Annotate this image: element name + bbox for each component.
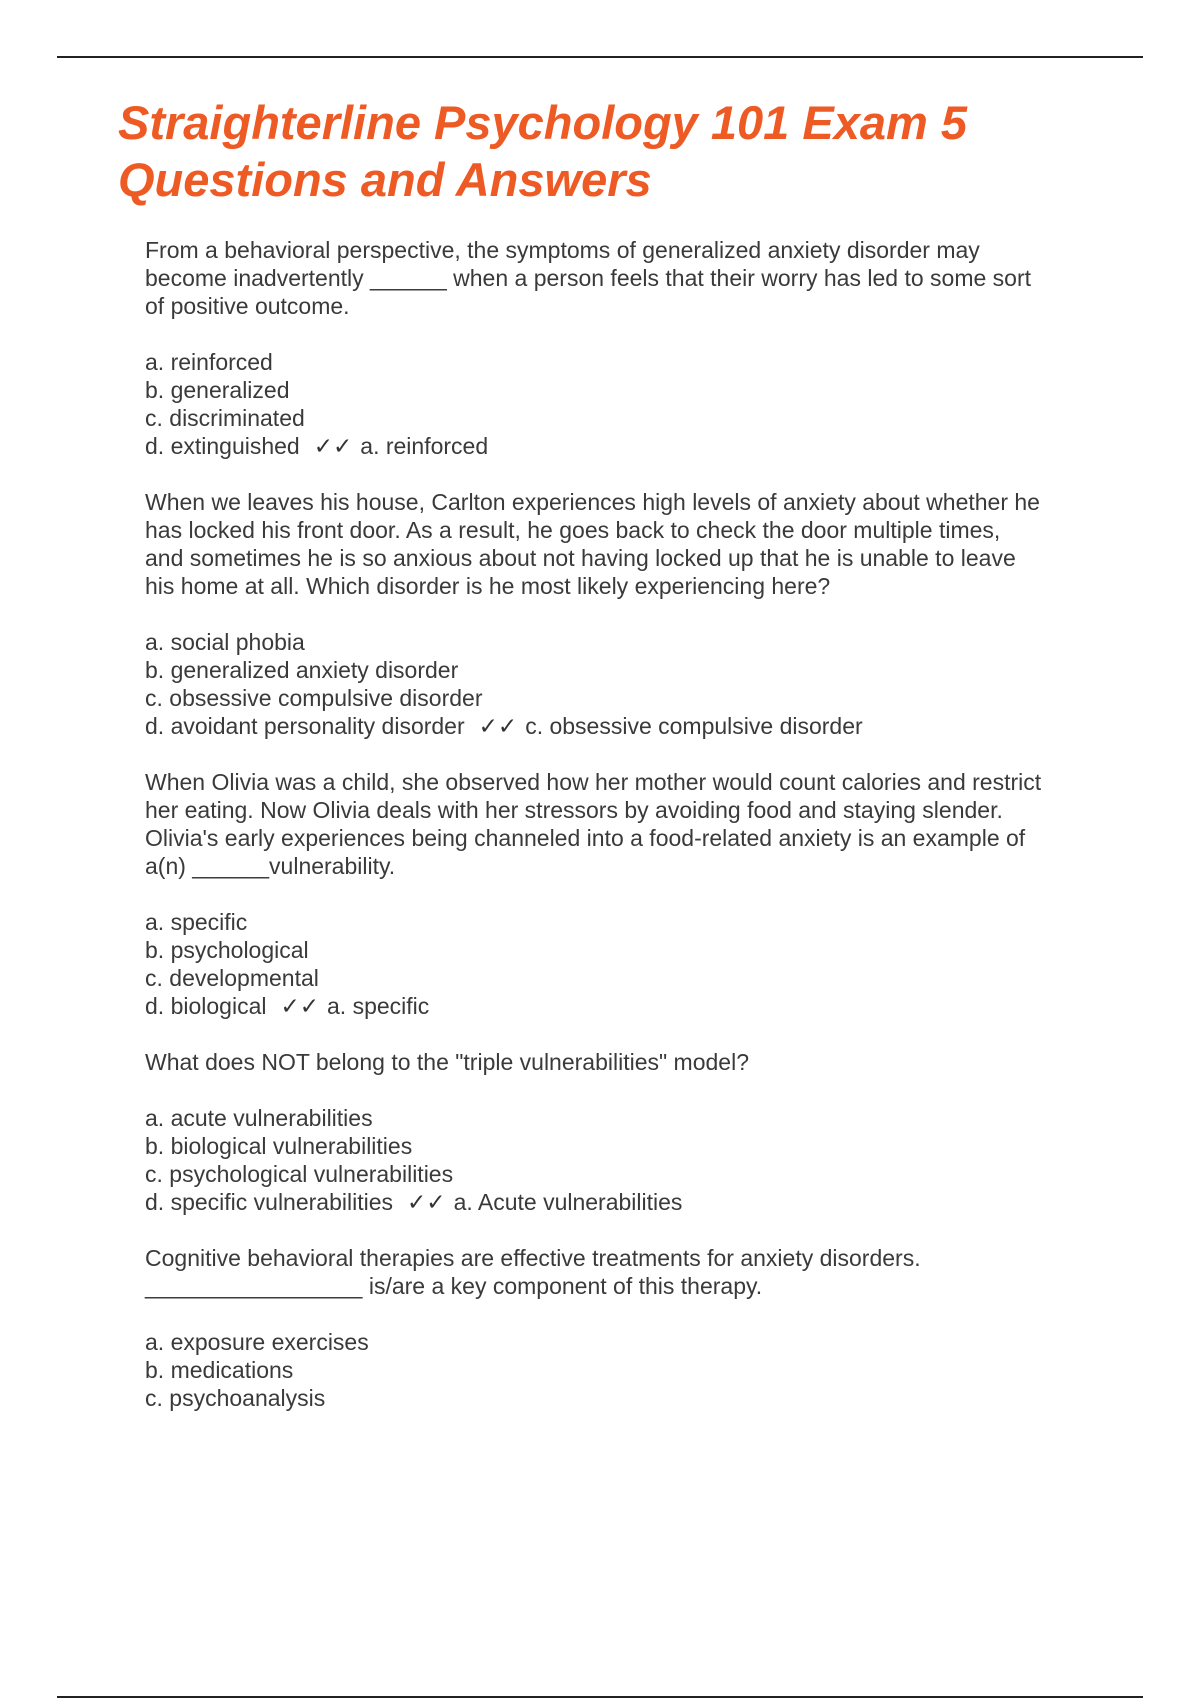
question-text: What does NOT belong to the "triple vulnerabilities" model? [145,1049,749,1075]
options-list [145,908,1105,1020]
answer-text: c. obsessive compulsive disorder [525,713,863,739]
options-list [145,348,1105,460]
option-item: d. avoidant personality disorder [145,713,465,739]
options-list [145,628,1105,740]
answer-text: a. Acute vulnerabilities [453,1189,683,1215]
answer-text: a. reinforced [360,433,489,459]
option-item: c. psychological vulnerabilities [145,1161,454,1187]
option-with-answer [145,432,1105,460]
option-item: a. reinforced [145,349,273,375]
options-list [145,1104,1105,1216]
option-with-answer [145,992,1105,1020]
option-item: d. biological [145,993,267,1019]
question-text: From a behavioral perspective, the symptoms of generalized anxiety disorder may become inadvertently ______ when a person feels that their worry has led to some sort of positive outcome. [145,237,1031,319]
question-block [145,1244,1105,1412]
option-item: c. obsessive compulsive disorder [145,685,483,711]
question-text: When Olivia was a child, she observed how her mother would count calories and restrict her eating. Now Olivia deals with her stressors by avoiding food and staying slender. Olivia's early experiences being channeled into a food-related anxiety is an example of a(n) ______vulnerability. [145,769,1042,879]
question-block [145,488,1105,740]
question-block [145,768,1105,1020]
question-block [145,236,1105,460]
check-icon: ✓✓ [407,1189,446,1215]
option-item: d. specific vulnerabilities [145,1189,394,1215]
question-text: When we leaves his house, Carlton experiences high levels of anxiety about whether he has locked his front door. As a result, he goes back to check the door multiple times, and sometimes he is so anxious about not having locked up that he is unable to leave his home at all. Which disorder is he most likely experiencing here? [145,489,1040,599]
page-title: Straighterline Psychology 101 Exam 5 Questions and Answers [118,96,967,206]
option-with-answer [145,1188,1105,1216]
option-item: c. developmental [145,965,319,991]
option-item: a. social phobia [145,629,305,655]
question-block [145,1048,1105,1216]
option-with-answer [145,712,1105,740]
question-text: Cognitive behavioral therapies are effective treatments for anxiety disorders. _________________ is/are a key component of this therapy. [145,1245,921,1299]
check-icon: ✓✓ [280,993,320,1019]
questions-container [145,236,1105,1440]
check-icon: ✓✓ [478,713,518,739]
answer-text: a. specific [327,993,430,1019]
option-item: b. biological vulnerabilities [145,1133,413,1159]
footer-rule [57,1696,1143,1698]
option-item: b. psychological [145,937,309,963]
option-item: b. generalized [145,377,290,403]
option-item: b. medications [145,1357,294,1383]
option-item: c. psychoanalysis [145,1385,326,1411]
option-item: a. specific [145,909,248,935]
option-item: b. generalized anxiety disorder [145,657,459,683]
check-icon: ✓✓ [313,433,353,459]
options-list [145,1328,1105,1412]
header-rule [57,56,1143,58]
option-item: c. discriminated [145,405,305,431]
option-item: a. acute vulnerabilities [145,1105,373,1131]
option-item: a. exposure exercises [145,1329,369,1355]
option-item: d. extinguished [145,433,300,459]
